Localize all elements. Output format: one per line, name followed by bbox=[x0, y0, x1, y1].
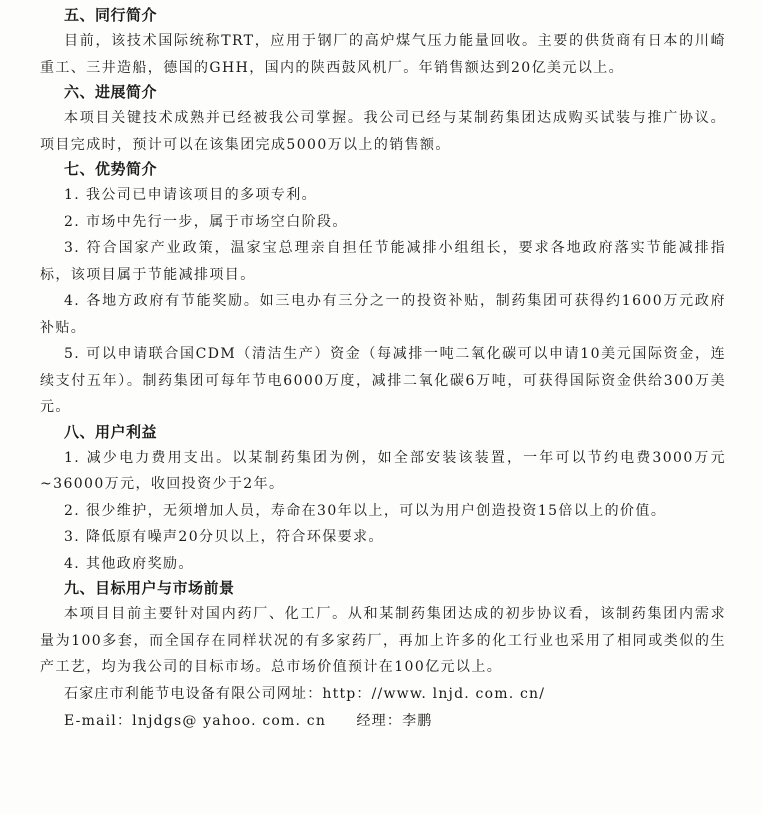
website-line: 石家庄市利能节电设备有限公司网址：http：//www. lnjd. com. cn/ bbox=[64, 685, 546, 702]
list-item: 1. 我公司已申请该项目的多项专利。 bbox=[64, 187, 318, 203]
list-item: 5. 可以申请联合国CDM（清洁生产）资金（每减排一吨二氧化碳可以申请10美元国际资金，连续支付五年）。制药集团可每年节电6000万度，减排二氧化碳6万吨，可获得国际资金供给300万美元。 bbox=[40, 346, 726, 415]
section-peers bbox=[40, 4, 726, 81]
list-item: 2. 很少维护，无须增加人员，寿命在30年以上，可以为用户创造投资15倍以上的价值。 bbox=[64, 502, 667, 519]
paragraph: 本项目关键技术成熟并已经被我公司掌握。我公司已经与某制药集团达成购买试装与推广协议。项目完成时，预计可以在该集团完成5000万以上的销售额。 bbox=[40, 110, 726, 153]
list-item: 3. 符合国家产业政策，温家宝总理亲自担任节能减排小组组长，要求各地政府落实节能减排指标，该项目属于节能减排项目。 bbox=[40, 240, 726, 283]
section-heading: 九、目标用户与市场前景 bbox=[64, 579, 235, 597]
paragraph: 本项目目前主要针对国内药厂、化工厂。从和某制药集团达成的初步协议看，该制药集团内需求量为100多套，而全国存在同样状况的有多家药厂，再加上许多的化工行业也采用了相同或类似的生产工艺，均为我公司的目标市场。总市场价值预计在100亿元以上。 bbox=[40, 606, 726, 675]
section-progress bbox=[40, 81, 726, 158]
section-heading: 六、进展简介 bbox=[64, 83, 158, 101]
document-page bbox=[40, 4, 726, 735]
list-item: 4. 其他政府奖励。 bbox=[64, 555, 194, 572]
section-user-benefits bbox=[40, 421, 726, 578]
footer-contact bbox=[40, 681, 726, 735]
section-heading: 八、用户利益 bbox=[64, 422, 158, 441]
section-heading: 五、同行简介 bbox=[64, 6, 158, 24]
section-heading: 七、优势简介 bbox=[64, 160, 158, 178]
paragraph: 目前，该技术国际统称TRT，应用于钢厂的高炉煤气压力能量回收。主要的供货商有日本的川崎重工、三井造船，德国的GHH，国内的陕西鼓风机厂。年销售额达到20亿美元以上。 bbox=[40, 33, 726, 76]
list-item: 3. 降低原有噪声20分贝以上，符合环保要求。 bbox=[64, 529, 384, 545]
list-item: 4. 各地方政府有节能奖励。如三电办有三分之一的投资补贴，制药集团可获得约1600万元政府补贴。 bbox=[40, 293, 726, 336]
section-advantages bbox=[40, 158, 726, 421]
section-market-outlook bbox=[40, 577, 726, 681]
contact-line: E-mail：lnjdgs@ yahoo. com. cn 经理：李鹏 bbox=[64, 712, 433, 729]
list-item: 1. 减少电力费用支出。以某制药集团为例，如全部安装该装置，一年可以节约电费3000万元~36000万元，收回投资少于2年。 bbox=[40, 449, 726, 492]
list-item: 2. 市场中先行一步，属于市场空白阶段。 bbox=[64, 213, 348, 230]
